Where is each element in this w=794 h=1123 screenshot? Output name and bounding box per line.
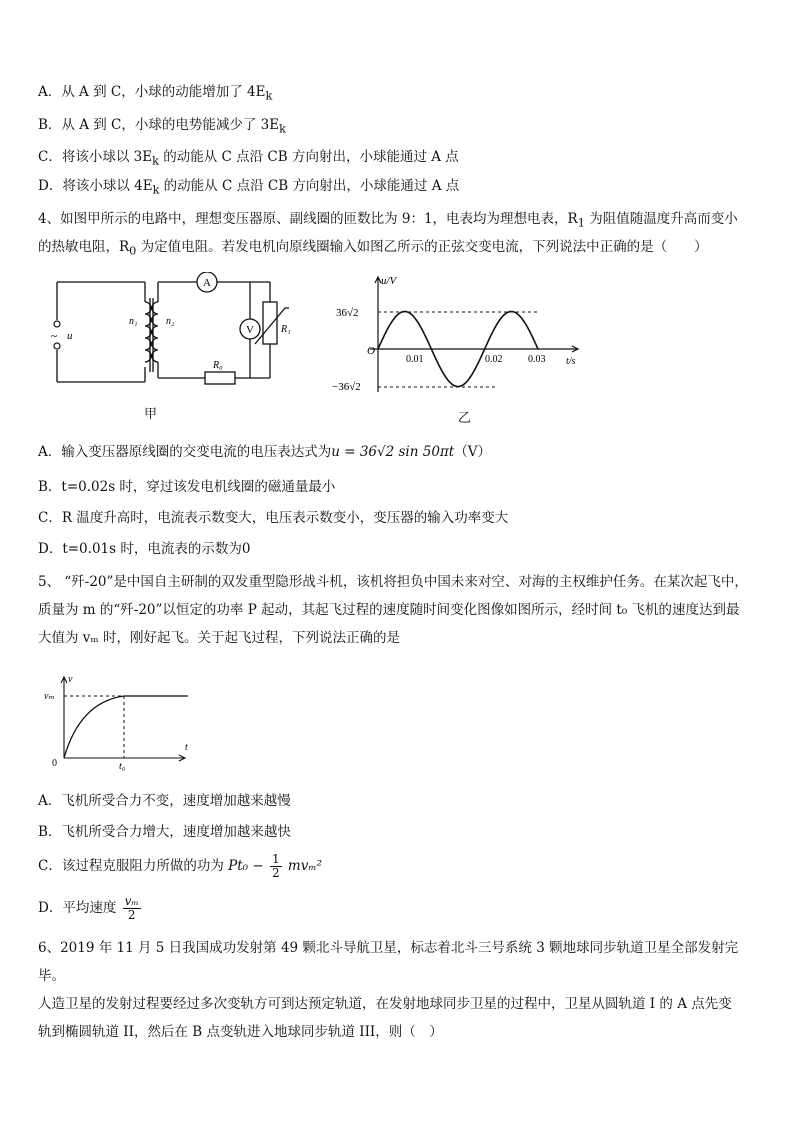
svg-text:0.02: 0.02 xyxy=(485,354,503,365)
svg-text:V: V xyxy=(246,324,254,336)
q3-option-a: A．从 A 到 C，小球的动能增加了 $4E_k$ xyxy=(38,84,273,103)
svg-text:u: u xyxy=(67,330,73,342)
svg-text:v: v xyxy=(68,674,73,685)
svg-text:36√2: 36√2 xyxy=(336,307,359,319)
svg-text:A: A xyxy=(203,277,211,289)
velocity-curve xyxy=(64,696,188,758)
q3-option-b: B．从 A 到 C，小球的电势能减少了 $3E_k$ xyxy=(38,117,286,136)
figure-caption-yi: 乙 xyxy=(458,411,472,426)
q6-stem: 6、2019 年 11 月 5 日我国成功发射第 49 颗北斗导航卫星，标志着北斗三号系统 3 颗地球同步轨道卫星全部发射完毕。 人造卫星的发射过程要经过多次变轨方可到达预定轨道，在发射地球同步卫星的过程中，卫星从圆轨道 I 的 A 点先变 轨到椭圆轨道 II，然后在 B 点变轨进入地球同步轨道 III，则（ ） xyxy=(38,940,739,1040)
q4-option-a: A．输入变压器原线圈的交变电流的电压表达式为u = 36√2 sin 50πt（V） xyxy=(38,444,491,460)
circuit-diagram-jia xyxy=(45,272,295,392)
q5-option-c: C．该过程克服阻力所做的功为 Pt₀ − $\frac{1}{2}$ mvₘ² xyxy=(38,852,323,880)
svg-text:u/V: u/V xyxy=(381,275,397,287)
svg-text:O: O xyxy=(367,345,375,357)
q4-stem-line1: 4、如图甲所示的电路中，理想变压器原、副线圈的匝数比为 9：1，电表均为理想电表，$R_1$ 为阻值随温度升高而变小 xyxy=(38,211,738,230)
q3-option-d: D．将该小球以 $4E_k$ 的动能从 C 点沿 CB 方向射出，小球能通过 A 点 xyxy=(38,178,460,197)
svg-text:n₁: n₁ xyxy=(129,316,138,327)
svg-text:0: 0 xyxy=(52,758,57,769)
svg-text:vₘ: vₘ xyxy=(44,691,55,702)
q4-stem-line2: 的热敏电阻，$R_0$ 为定值电阻。若发电机向原线圈输入如图乙所示的正弦交变电流，下列说法中正确的是（ ） xyxy=(38,239,708,258)
figure-caption-jia: 甲 xyxy=(144,407,158,422)
q5-stem: 5、 “歼-20”是中国自主研制的双发重型隐形战斗机，该机将担负中国未来对空、对海的主权维护任务。在某次起飞中， 质量为 m 的“歼-20”以恒定的功率 P 起动，其起飞过程的速度随时间变化图像如图所示，经时间 t₀ 飞机的速度达到最 大值为 vₘ 时，刚好起飞。关于起飞过程，下列说法正确的是 xyxy=(38,574,748,646)
svg-text:0.03: 0.03 xyxy=(528,354,546,365)
svg-text:R₀: R₀ xyxy=(213,360,223,371)
q4-option-b: B．t=0.02s 时，穿过该发电机线圈的磁通量最小 xyxy=(38,479,336,495)
velocity-time-graph xyxy=(40,672,200,772)
q4-option-c: C．R 温度升高时，电流表示数变大，电压表示数变小，变压器的输入功率变大 xyxy=(38,510,509,526)
svg-text:t: t xyxy=(185,742,188,753)
svg-text:~: ~ xyxy=(50,329,58,343)
voltage-graph-yi xyxy=(330,272,600,397)
svg-text:−36√2: −36√2 xyxy=(332,381,361,393)
svg-text:t/s: t/s xyxy=(566,356,576,367)
svg-text:0.01: 0.01 xyxy=(406,354,424,365)
svg-text:t₀: t₀ xyxy=(119,761,126,772)
q3-option-c: C．将该小球以 $3E_k$ 的动能从 C 点沿 CB 方向射出，小球能通过 A 点 xyxy=(38,149,459,168)
svg-text:n₂: n₂ xyxy=(166,316,175,327)
svg-text:R₁: R₁ xyxy=(281,324,291,335)
q4-option-d: D．t=0.01s 时，电流表的示数为0 xyxy=(38,541,251,557)
q5-option-d: D．平均速度 $\frac{\text{vₘ}}{2}$ xyxy=(38,894,139,922)
q5-option-b: B．飞机所受合力增大，速度增加越来越快 xyxy=(38,824,291,840)
q5-option-a: A．飞机所受合力不变，速度增加越来越慢 xyxy=(38,793,291,809)
